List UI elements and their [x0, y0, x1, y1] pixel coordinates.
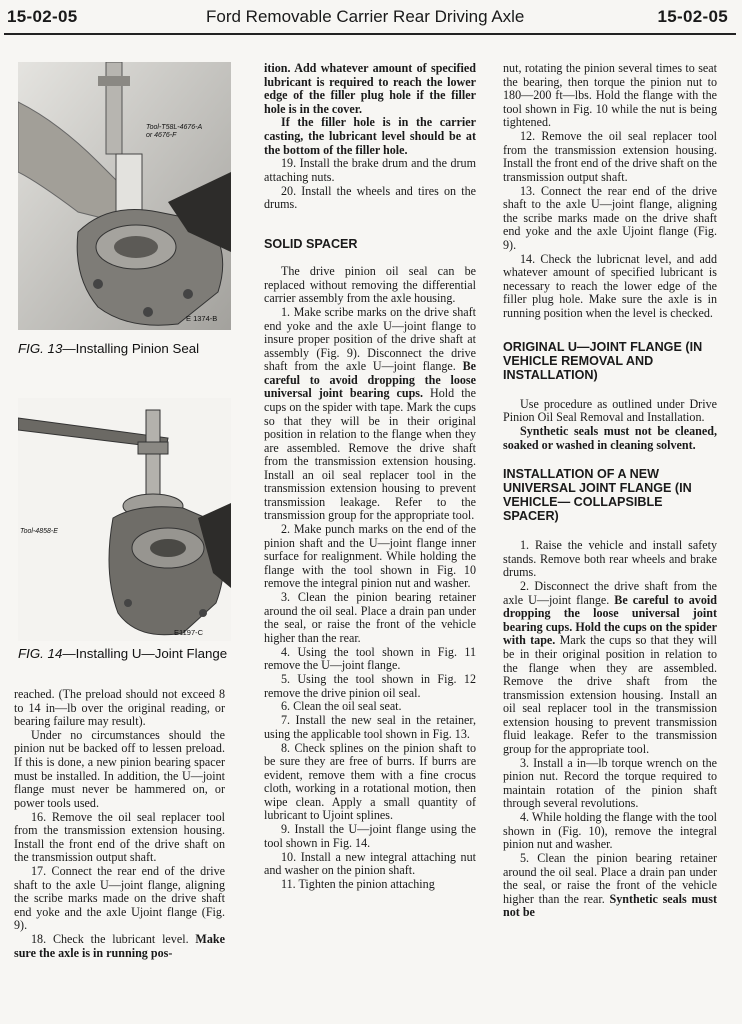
step-4: 4. While holding the flange with the tool shown in (Fig. 10), remove the integral pinion nut and washer. [503, 810, 717, 852]
u-joint-flange-installation-illustration [18, 398, 231, 641]
text-column-1 [14, 688, 225, 960]
figure-13-photo [18, 62, 231, 330]
header-rule [4, 33, 736, 35]
warning-paragraph: If the filler hole is in the carrier casting, the lubricant level should be at the bottom of the filler hole. [264, 115, 476, 157]
text-column-3 [503, 62, 717, 920]
figure-tag: FIG. 14 [18, 646, 63, 661]
figure-13-caption [18, 341, 233, 356]
step-19: 19. Install the brake drum and the drum attaching nuts. [264, 156, 476, 184]
figure-tag: FIG. 13 [18, 341, 63, 356]
step-5: 5. Clean the pinion bearing retainer around the oil seal. Place a drain pan under the seal, or raise the front of the vehicle higher than the rear. Synthetic seals must not be [503, 851, 717, 920]
step-18: 18. Check the lubricant level. Make sure the axle is in running pos- [14, 932, 225, 960]
figure-14-photo [18, 398, 231, 641]
figure-reference-code: E 1374-B [186, 314, 218, 323]
page-header [0, 0, 742, 40]
pinion-seal-installation-illustration [18, 62, 231, 330]
step-6: 6. Clean the oil seal seat. [281, 699, 402, 714]
step-17: 17. Connect the rear end of the drive shaft to the axle U—joint flange, aligning the scribe marks made on the drive shaft end yoke and the axle Ujoint flange (Fig. 9). [14, 864, 225, 933]
warning-paragraph: ition. Add whatever amount of specified lubricant is required to reach the lower edge of the filler plug hole if the filler hole is in the cover. [264, 61, 476, 116]
step-10: 10. Install a new integral attaching nut and washer on the pinion shaft. [264, 849, 476, 878]
step-3: 3. Install a in—lb torque wrench on the pinion nut. Record the torque required to maintain rotation of the pinion shaft through several revolutions. [503, 755, 717, 811]
step-4: 4. Using the tool shown in Fig. 11 remove the U—joint flange. [264, 644, 476, 673]
running-title: Ford Removable Carrier Rear Driving Axle [206, 7, 525, 26]
step-9: 9. Install the U—joint flange using the tool shown in Fig. 14. [264, 822, 476, 850]
step-7: 7. Install the new seal in the retainer, using the applicable tool shown in Fig. 13. [264, 713, 476, 741]
step-12: 12. Remove the oil seal replacer tool from the transmission extension housing. Install the front end of the drive shaft on the transmission output shaft. [503, 129, 717, 184]
text-column-2 [264, 62, 476, 892]
step-16: 16. Remove the oil seal replacer tool from the transmission extension housing. Install the front end of the drive shaft on the transmission output shaft. [14, 809, 225, 865]
figure-14-caption [18, 646, 233, 661]
caption-text: —Installing U—Joint Flange [62, 646, 228, 661]
paragraph: Use procedure as outlined under Drive Pinion Oil Seal Removal and Installation. [503, 396, 717, 425]
step-8: 8. Check splines on the pinion shaft to be sure they are free of burrs. If burrs are evident, remove them with a fine crocus cloth, working in a rotational motion, then wipe clean. Apply a small quantity of lubricant to Ujoint splines. [264, 740, 476, 823]
step-14: 14. Check the lubricnat level, and add whatever amount of specified lubricant is necessary to reach the lower edge of the filler plug hole. Make sure the axle is in running position when the level is checked. [503, 251, 717, 320]
step-11: 11. Tighten the pinion attaching [281, 877, 435, 892]
step-5: 5. Using the tool shown in Fig. 12 remove the drive pinion oil seal. [264, 672, 476, 700]
section-heading-solid-spacer: SOLID SPACER [264, 237, 358, 252]
tool-callout-label: Tool-4858-E [20, 528, 58, 535]
paragraph: nut, rotating the pinion several times to seat the bearing, then torque the pinion nut to 180—200 ft—lbs. Hold the flange with the tool shown in Fig. 10 while the nut is being tightened. [503, 61, 717, 130]
step-2: 2. Disconnect the drive shaft from the axle U—joint flange. Be careful to avoid dropping the loose universal joint bearing cups. Hold the cups on the spider with tape. Mark the cups so that they will be in their original position in relation to the flange when they are assembled. Remove the drive shaft from the transmission extension housing. Install an oil seal replacer tool in the transmission extension housing to prevent transmission fluid leakage. Refer to the transmission group for the appropriate tool. [503, 579, 717, 756]
section-heading-new-u-joint-flange: INSTALLATION OF A NEW UNIVERSAL JOINT FLANGE (IN VEHICLE— COLLAPSIBLE SPACER) [503, 467, 692, 524]
section-heading-original-u-joint-flange: ORIGINAL U—JOINT FLANGE (IN VEHICLE REMOVAL AND INSTALLATION) [503, 339, 703, 382]
step-1: 1. Raise the vehicle and install safety stands. Remove both rear wheels and brake drums. [503, 538, 717, 580]
figure-reference-code: E1197-C [174, 628, 204, 637]
page-number-right: 15-02-05 [657, 7, 728, 26]
intro-paragraph: The drive pinion oil seal can be replaced without removing the differential carrier assembly from the axle housing. [264, 264, 476, 306]
step-1: 1. Make scribe marks on the drive shaft end yoke and the axle U—joint flange to insure proper position of the drive shaft at assembly (Fig. 9). Disconnect the drive shaft from the axle U—joint flange. Be careful to avoid dropping the loose universal joint bearing cups. Hold the cups on the spider with tape. Mark the cups so that they will be in their original position in relation to the flange when they are assembled. Remove the drive shaft from the transmission extension housing. Install an oil seal replacer tool in the transmission extension housing to prevent transmission leakage. Refer to the transmission group for the appropriate tool. [264, 305, 476, 523]
warning-text: Make sure the axle is in running pos- [14, 932, 225, 960]
warning-paragraph: Synthetic seals must not be cleaned, soaked or washed in cleaning solvent. [503, 423, 717, 452]
step-3: 3. Clean the pinion bearing retainer around the oil seal. Place a drain pan under the seal, or raise the front of the vehicle higher than the rear. [264, 590, 476, 645]
step-20: 20. Install the wheels and tires on the drums. [264, 183, 476, 212]
caption-text: —Installing Pinion Seal [62, 341, 200, 356]
paragraph: reached. (The preload should not exceed 8 to 14 in—lb over the original reading, or bearing failure may result). [14, 687, 225, 729]
tool-callout-label: Tool-T58L-4676-A or 4676-F [146, 124, 203, 139]
paragraph: Under no circumstances should the pinion nut be backed off to lessen preload. If this is done, a new pinion bearing spacer must be installed. In addition, the U—joint flange must never be hammered on, or power tools used. [14, 727, 225, 810]
page-number-left: 15-02-05 [7, 7, 78, 26]
step-2: 2. Make punch marks on the end of the pinion shaft and the U—joint flange inner surface for realignment. While holding the flange with the tool shown in Fig. 10 remove the integral pinion nut and washer. [264, 522, 476, 591]
step-13: 13. Connect the rear end of the drive shaft to the axle U—joint flange, aligning the scribe marks made on the drive shaft end yoke and the axle Ujoint flange (Fig. 9). [503, 183, 717, 252]
